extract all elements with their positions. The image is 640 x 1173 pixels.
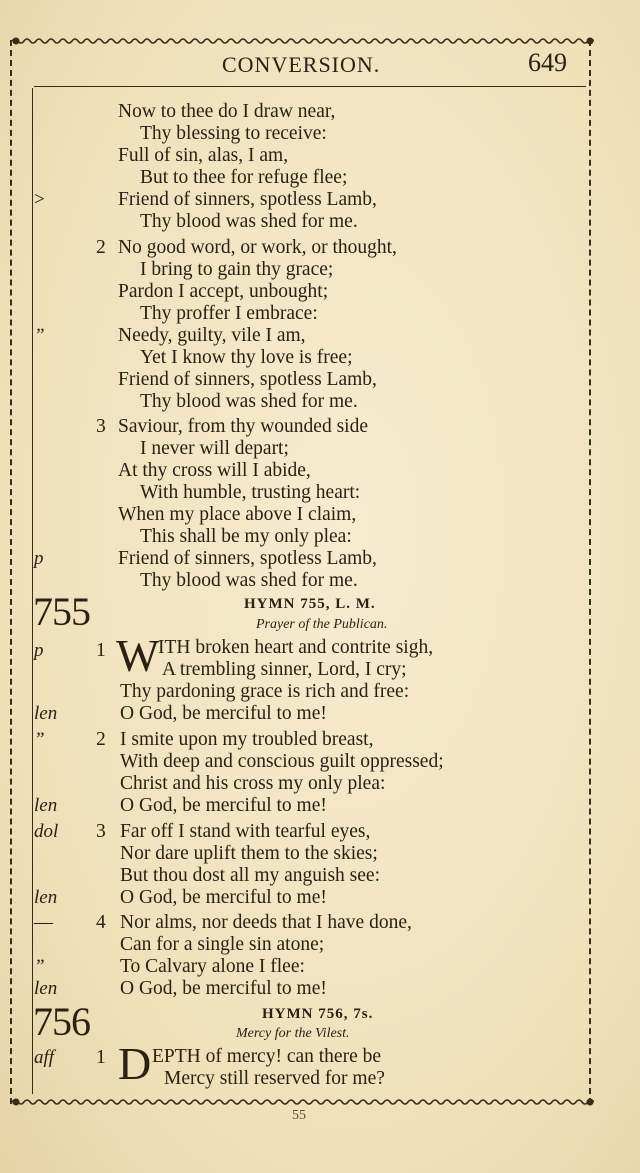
hymn-number: 755: [33, 589, 90, 634]
verse-number: 3: [96, 416, 106, 437]
verse-line: Nor alms, nor deeds that I have done,: [120, 912, 412, 933]
drop-cap: D: [118, 1038, 152, 1089]
verse-line: Can for a single sin atone;: [120, 934, 325, 955]
hymn-title: HYMN 756, 7s.: [262, 1006, 374, 1022]
dynamic-mark: ”: [34, 956, 45, 977]
dynamic-mark: p: [34, 640, 44, 661]
verse-line: Friend of sinners, spotless Lamb,: [118, 548, 377, 569]
verse-line: Thy blood was shed for me.: [140, 570, 358, 591]
dynamic-mark: p: [34, 548, 44, 569]
drop-cap: W: [116, 630, 160, 681]
verse-line: Far off I stand with tearful eyes,: [120, 821, 371, 842]
verse-number: 4: [96, 912, 106, 933]
verse-line: Pardon I accept, unbought;: [118, 281, 329, 302]
verse-line: I smite upon my troubled breast,: [120, 729, 374, 750]
dynamic-mark: len: [34, 887, 58, 908]
verse-line: When my place above I claim,: [118, 504, 357, 525]
verse-line: Thy blood was shed for me.: [140, 391, 358, 412]
verse-number: 1: [96, 640, 106, 661]
hymn-number: 756: [33, 999, 90, 1044]
verse-line: Thy blood was shed for me.: [140, 211, 358, 232]
verse-line: I bring to gain thy grace;: [140, 259, 334, 280]
verse-line: Full of sin, alas, I am,: [118, 145, 289, 166]
verse-line: EPTH of mercy! can there be: [152, 1046, 382, 1067]
verse-line: Saviour, from thy wounded side: [118, 416, 368, 437]
verse-line: Needy, guilty, vile I am,: [118, 325, 306, 346]
verse-line: Thy proffer I embrace:: [140, 303, 318, 324]
verse-number: 3: [96, 821, 106, 842]
verse-line: At thy cross will I abide,: [118, 460, 311, 481]
left-frame-border: [10, 40, 16, 1104]
verse-line: Thy pardoning grace is rich and free:: [120, 681, 410, 702]
verse-line: Friend of sinners, spotless Lamb,: [118, 369, 377, 390]
verse-line: This shall be my only plea:: [140, 526, 352, 547]
page-number: 649: [528, 48, 567, 77]
verse-line: Mercy still reserved for me?: [164, 1068, 385, 1089]
verse-line: Now to thee do I draw near,: [118, 101, 336, 122]
verse-line: A trembling sinner, Lord, I cry;: [162, 659, 407, 680]
signature-mark: 55: [292, 1108, 306, 1123]
bottom-ornamental-rule: [12, 1097, 594, 1107]
running-head: CONVERSION.: [222, 52, 381, 77]
dynamic-mark: —: [34, 912, 53, 933]
verse-line: With humble, trusting heart:: [140, 482, 361, 503]
right-frame-border: [589, 40, 595, 1104]
hymn-title: HYMN 755, L. M.: [244, 596, 376, 612]
verse-line: O God, be merciful to me!: [120, 795, 327, 816]
dynamic-mark: >: [34, 189, 45, 210]
dynamic-mark: len: [34, 703, 58, 724]
verse-line: Christ and his cross my only plea:: [120, 773, 386, 794]
hymn-subtitle: Prayer of the Publican.: [256, 617, 388, 632]
verse-line: ITH broken heart and contrite sigh,: [158, 637, 434, 658]
verse-line: With deep and conscious guilt oppressed;: [120, 751, 444, 772]
top-ornamental-rule: [12, 36, 594, 46]
verse-line: I never will depart;: [140, 438, 289, 459]
verse-line: O God, be merciful to me!: [120, 703, 327, 724]
verse-line: Yet I know thy love is free;: [140, 347, 353, 368]
verse-number: 2: [96, 237, 106, 258]
dynamic-mark: len: [34, 978, 58, 999]
dynamic-mark: aff: [34, 1047, 55, 1068]
verse-number: 2: [96, 729, 106, 750]
dynamic-mark: dol: [34, 821, 59, 842]
verse-line: No good word, or work, or thought,: [118, 237, 397, 258]
verse-line: O God, be merciful to me!: [120, 978, 327, 999]
header-rule: [34, 86, 586, 87]
verse-line: To Calvary alone I flee:: [120, 956, 305, 977]
verse-line: Nor dare uplift them to the skies;: [120, 843, 378, 864]
verse-line: Thy blessing to receive:: [140, 123, 327, 144]
verse-number: 1: [96, 1047, 106, 1068]
verse-line: But thou dost all my anguish see:: [120, 865, 380, 886]
hymn-subtitle: Mercy for the Vilest.: [236, 1026, 350, 1041]
verse-line: Friend of sinners, spotless Lamb,: [118, 189, 377, 210]
dynamic-mark: ”: [34, 729, 45, 750]
dynamic-mark: len: [34, 795, 58, 816]
verse-line: O God, be merciful to me!: [120, 887, 327, 908]
dynamic-mark: ”: [34, 325, 45, 346]
verse-line: But to thee for refuge flee;: [140, 167, 348, 188]
